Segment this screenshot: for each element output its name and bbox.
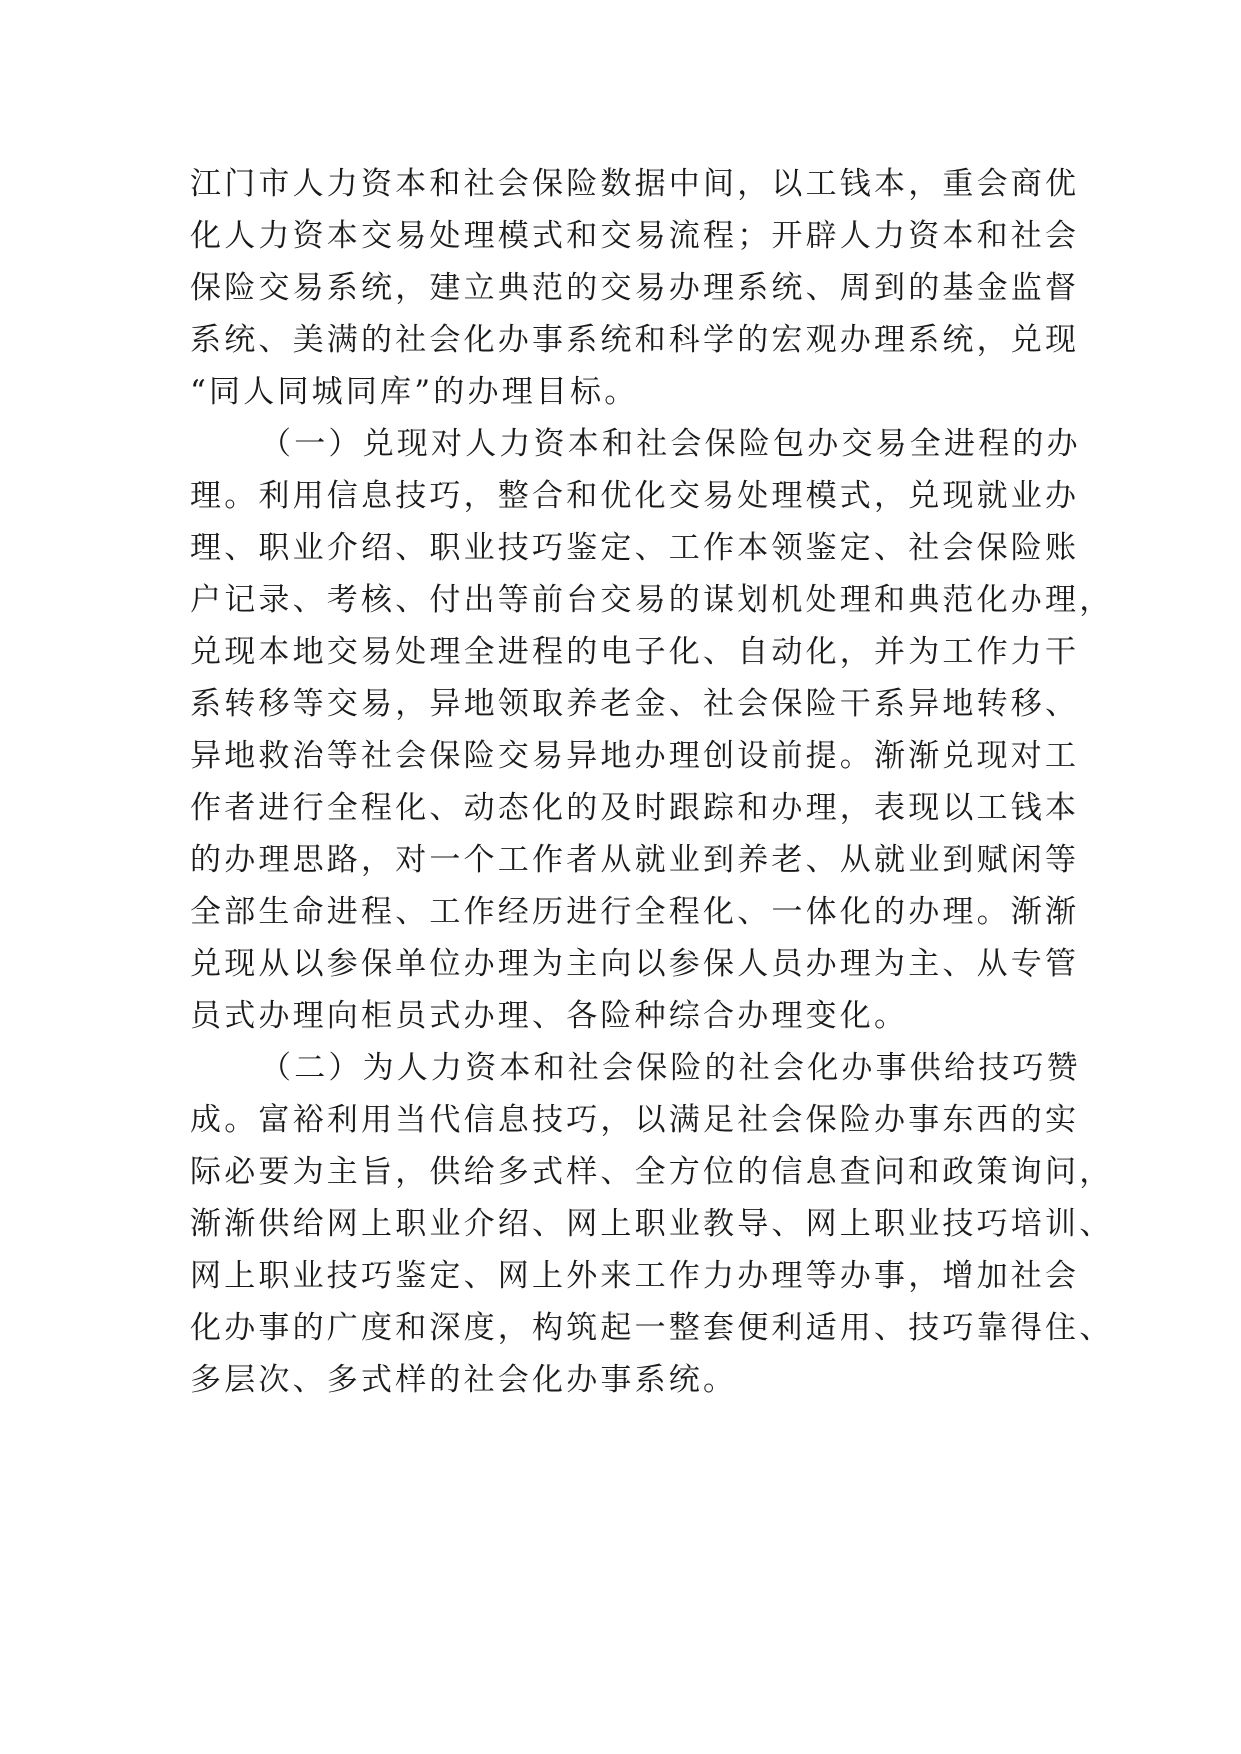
text-line: 渐渐供给网上职业介绍、网上职业教导、网上职业技巧培训、 (190, 1206, 1114, 1242)
paragraph-section-2 (190, 1042, 1114, 1406)
body-text (190, 158, 1114, 1406)
text-line: 员式办理向柜员式办理、各险种综合办理变化。 (190, 998, 909, 1034)
paragraph-intro (190, 158, 1080, 418)
text-line: 江门市人力资本和社会保险数据中间，以工钱本，重会商优 (190, 166, 1080, 202)
text-line: （二）为人力资本和社会保险的社会化办事供给技巧赞 (260, 1050, 1081, 1086)
text-line: 兑现本地交易处理全进程的电子化、自动化，并为工作力干 (190, 634, 1080, 670)
text-line: 多层次、多式样的社会化办事系统。 (190, 1362, 738, 1398)
text-line: （一）兑现对人力资本和社会保险包办交易全进程的办 (260, 426, 1081, 462)
text-line: 保险交易系统，建立典范的交易办理系统、周到的基金监督 (190, 270, 1080, 306)
text-line: “同人同城同库”的办理目标。 (190, 374, 639, 410)
text-line: 的办理思路，对一个工作者从就业到养老、从就业到赋闲等 (190, 842, 1080, 878)
text-line: 成。富裕利用当代信息技巧，以满足社会保险办事东西的实 (190, 1102, 1080, 1138)
text-line: 兑现从以参保单位办理为主向以参保人员办理为主、从专管 (190, 946, 1080, 982)
text-line: 异地救治等社会保险交易异地办理创设前提。渐渐兑现对工 (190, 738, 1080, 774)
paragraph-section-1 (190, 418, 1114, 1042)
text-line: 户记录、考核、付出等前台交易的谋划机处理和典范化办理， (190, 582, 1114, 618)
text-line: 系统、美满的社会化办事系统和科学的宏观办理系统，兑现 (190, 322, 1080, 358)
text-line: 理、职业介绍、职业技巧鉴定、工作本领鉴定、社会保险账 (190, 530, 1080, 566)
text-line: 化办事的广度和深度，构筑起一整套便利适用、技巧靠得住、 (190, 1310, 1114, 1346)
text-line: 理。利用信息技巧，整合和优化交易处理模式，兑现就业办 (190, 478, 1080, 514)
text-line: 全部生命进程、工作经历进行全程化、一体化的办理。渐渐 (190, 894, 1080, 930)
text-line: 化人力资本交易处理模式和交易流程；开辟人力资本和社会 (190, 218, 1080, 254)
text-line: 网上职业技巧鉴定、网上外来工作力办理等办事，增加社会 (190, 1258, 1080, 1294)
text-line: 作者进行全程化、动态化的及时跟踪和办理，表现以工钱本 (190, 790, 1080, 826)
text-line: 系转移等交易，异地领取养老金、社会保险干系异地转移、 (190, 686, 1080, 722)
text-line: 际必要为主旨，供给多式样、全方位的信息查问和政策询问， (190, 1154, 1114, 1190)
